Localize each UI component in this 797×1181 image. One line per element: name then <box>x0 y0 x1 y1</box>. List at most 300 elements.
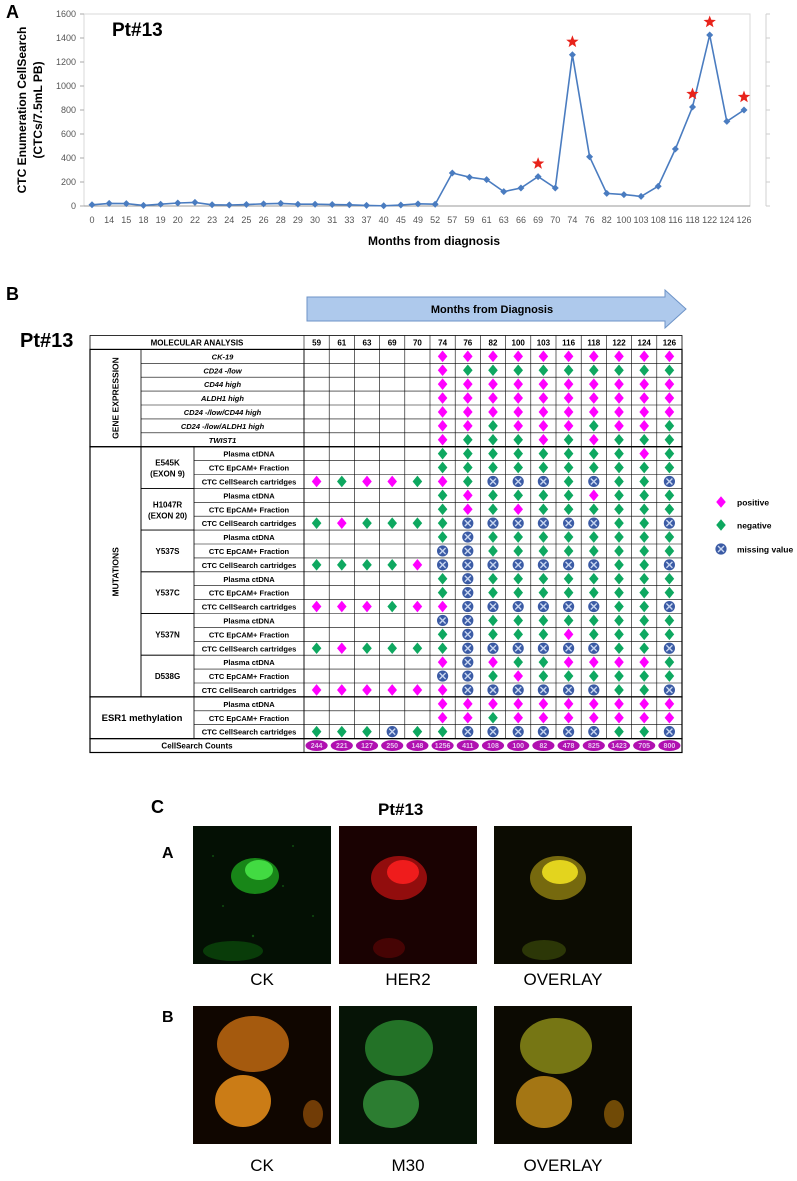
micrograph-her2-red <box>339 826 477 964</box>
positive-marker <box>513 392 523 404</box>
negative-marker <box>639 462 649 474</box>
legend-negative: negative <box>737 520 772 531</box>
negative-marker <box>387 559 397 571</box>
x-tick-label: 40 <box>378 215 389 225</box>
caption-her2: HER2 <box>385 970 431 989</box>
mutation-name: E545K <box>155 458 180 468</box>
count-value: 100 <box>512 743 525 751</box>
positive-marker <box>614 698 624 710</box>
positive-marker <box>589 392 599 404</box>
negative-marker <box>614 601 624 613</box>
count-value: 478 <box>562 743 575 751</box>
negative-marker <box>564 490 574 502</box>
positive-marker <box>438 684 448 696</box>
negative-marker <box>589 531 599 543</box>
negative-marker <box>513 629 523 641</box>
negative-marker <box>639 434 649 446</box>
positive-marker <box>463 698 473 710</box>
header-month: 76 <box>463 338 473 348</box>
positive-marker <box>463 392 473 404</box>
negative-marker <box>463 364 473 376</box>
negative-marker <box>488 434 498 446</box>
positive-marker <box>362 476 372 488</box>
positive-marker <box>564 351 574 363</box>
negative-marker <box>488 629 498 641</box>
row-label: CTC EpCAM+ Fraction <box>208 547 290 556</box>
row-label: CD44 high <box>203 380 242 390</box>
positive-marker <box>513 503 523 515</box>
negative-marker <box>564 670 574 682</box>
mutation-name: Y537S <box>155 546 180 556</box>
negative-marker <box>413 517 423 529</box>
negative-marker <box>665 656 675 668</box>
negative-marker <box>513 434 523 446</box>
positive-marker <box>564 406 574 418</box>
mutation-exon: (EXON 9) <box>150 469 185 479</box>
row-label: CTC CellSearch cartridges <box>201 519 297 529</box>
negative-marker <box>639 684 649 696</box>
x-tick-label: 69 <box>533 215 544 225</box>
micrograph-ck-green <box>193 826 331 964</box>
negative-marker <box>463 476 473 488</box>
positive-marker <box>589 712 599 724</box>
negative-marker <box>312 642 322 654</box>
caption-ck-a: CK <box>250 970 274 989</box>
negative-marker <box>312 517 322 529</box>
negative-marker <box>539 670 549 682</box>
positive-marker <box>589 351 599 363</box>
positive-marker <box>488 656 498 668</box>
positive-marker <box>312 684 322 696</box>
count-value: 221 <box>335 743 348 751</box>
negative-marker <box>438 629 448 641</box>
negative-marker <box>438 462 448 474</box>
negative-marker <box>463 434 473 446</box>
negative-marker <box>614 448 624 460</box>
negative-marker <box>639 490 649 502</box>
negative-marker <box>438 503 448 515</box>
positive-marker <box>589 406 599 418</box>
positive-marker <box>564 712 574 724</box>
micrograph-ck-orange <box>193 1006 331 1144</box>
positive-marker <box>438 351 448 363</box>
x-tick-label: 61 <box>481 215 492 225</box>
positive-marker <box>463 490 473 502</box>
x-tick-label: 26 <box>258 215 269 225</box>
caption-overlay-a: OVERLAY <box>523 970 603 989</box>
positive-marker <box>614 420 624 432</box>
positive-marker <box>438 392 448 404</box>
negative-marker <box>488 462 498 474</box>
negative-marker <box>639 601 649 613</box>
negative-marker <box>539 531 549 543</box>
positive-marker <box>312 601 322 613</box>
positive-marker <box>614 712 624 724</box>
y-tick-label: 1400 <box>55 33 76 43</box>
x-tick-label: 14 <box>104 215 115 225</box>
negative-marker <box>589 587 599 599</box>
negative-marker <box>488 364 498 376</box>
negative-marker <box>716 519 726 531</box>
negative-marker <box>438 517 448 529</box>
negative-marker <box>665 615 675 627</box>
negative-marker <box>665 587 675 599</box>
x-tick-label: 122 <box>702 215 718 225</box>
positive-marker <box>564 420 574 432</box>
positive-marker <box>488 392 498 404</box>
negative-marker <box>312 559 322 571</box>
legend-missing-value: missing value <box>737 544 794 555</box>
panel-a-patient: Pt#13 <box>112 20 163 41</box>
negative-marker <box>513 545 523 557</box>
group-label: ESR1 methylation <box>101 712 183 724</box>
negative-marker <box>539 490 549 502</box>
negative-marker <box>438 587 448 599</box>
x-tick-label: 74 <box>567 215 578 225</box>
negative-marker <box>539 448 549 460</box>
positive-marker <box>639 392 649 404</box>
positive-marker <box>539 378 549 390</box>
positive-marker <box>639 351 649 363</box>
negative-marker <box>539 615 549 627</box>
negative-marker <box>639 726 649 738</box>
negative-marker <box>614 726 624 738</box>
negative-marker <box>539 545 549 557</box>
negative-marker <box>513 656 523 668</box>
positive-marker <box>413 601 423 613</box>
mutation-name: H1047R <box>152 500 183 510</box>
row-label: CTC EpCAM+ Fraction <box>208 588 290 598</box>
negative-marker <box>614 573 624 585</box>
negative-marker <box>513 462 523 474</box>
x-tick-label: 31 <box>327 215 338 225</box>
positive-marker <box>614 406 624 418</box>
x-tick-label: 66 <box>515 215 526 225</box>
x-tick-label: 15 <box>121 215 132 225</box>
row-label: CTC EpCAM+ Fraction <box>208 463 290 473</box>
negative-marker <box>564 476 574 488</box>
positive-marker <box>438 420 448 432</box>
negative-marker <box>614 503 624 515</box>
mutation-name: Y537C <box>155 588 180 598</box>
x-tick-label: 25 <box>241 215 252 225</box>
row-label: CTC EpCAM+ Fraction <box>208 672 290 682</box>
y-tick-label: 0 <box>70 201 76 211</box>
positive-marker <box>665 698 675 710</box>
positive-marker <box>665 378 675 390</box>
negative-marker <box>614 364 624 376</box>
row-label: CTC CellSearch cartridges <box>201 602 297 612</box>
x-tick-label: 59 <box>464 215 475 225</box>
negative-marker <box>539 364 549 376</box>
row-label: CD24 -/low/ALDH1 high <box>180 421 265 431</box>
positive-marker <box>463 378 473 390</box>
row-label: Plasma ctDNA <box>223 616 275 626</box>
row-label: Plasma ctDNA <box>223 699 275 709</box>
positive-marker <box>539 392 549 404</box>
negative-marker <box>589 364 599 376</box>
header-month: 74 <box>438 338 448 348</box>
y-axis-label-line2: (CTCs/7.5mL PB) <box>31 61 45 159</box>
negative-marker <box>564 587 574 599</box>
negative-marker <box>614 629 624 641</box>
x-axis-label: Months from diagnosis <box>368 234 500 248</box>
negative-marker <box>564 573 574 585</box>
negative-marker <box>639 587 649 599</box>
x-tick-label: 63 <box>498 215 509 225</box>
y-tick-label: 400 <box>60 153 76 163</box>
positive-marker <box>337 642 347 654</box>
row-label: CTC CellSearch cartridges <box>201 644 297 654</box>
negative-marker <box>665 364 675 376</box>
header-month: 103 <box>536 338 551 348</box>
positive-marker <box>639 448 649 460</box>
header-month: 124 <box>637 338 651 348</box>
negative-marker <box>564 462 574 474</box>
negative-marker <box>614 559 624 571</box>
negative-marker <box>614 531 624 543</box>
negative-marker <box>614 670 624 682</box>
positive-marker <box>539 434 549 446</box>
row-a-letter: A <box>162 845 174 862</box>
x-tick-label: 70 <box>550 215 561 225</box>
negative-marker <box>589 670 599 682</box>
legend-positive: positive <box>737 497 770 508</box>
positive-marker <box>387 476 397 488</box>
negative-marker <box>438 490 448 502</box>
row-label: CK-19 <box>211 352 234 362</box>
positive-marker <box>589 490 599 502</box>
positive-marker <box>589 378 599 390</box>
micrograph-overlay-orange-green <box>494 1006 632 1144</box>
positive-marker <box>665 712 675 724</box>
row-label: Plasma ctDNA <box>223 533 275 543</box>
negative-marker <box>362 726 372 738</box>
mutation-exon: (EXON 20) <box>147 511 188 521</box>
negative-marker <box>539 462 549 474</box>
negative-marker <box>639 503 649 515</box>
positive-marker <box>488 406 498 418</box>
positive-marker <box>564 629 574 641</box>
count-value: 108 <box>487 743 499 751</box>
positive-marker <box>564 656 574 668</box>
header-month: 63 <box>362 338 372 348</box>
y-tick-label: 800 <box>60 105 76 115</box>
negative-marker <box>564 545 574 557</box>
count-value: 148 <box>411 743 424 751</box>
negative-marker <box>614 517 624 529</box>
panel-a-letter: A <box>6 2 19 22</box>
negative-marker <box>614 476 624 488</box>
caption-ck-b: CK <box>250 1156 274 1175</box>
positive-marker <box>463 420 473 432</box>
caption-m30: M30 <box>391 1156 425 1175</box>
x-tick-label: 82 <box>601 215 612 225</box>
negative-marker <box>639 559 649 571</box>
negative-marker <box>513 490 523 502</box>
negative-marker <box>589 420 599 432</box>
positive-marker <box>513 698 523 710</box>
negative-marker <box>539 587 549 599</box>
negative-marker <box>513 615 523 627</box>
x-tick-label: 22 <box>189 215 200 225</box>
negative-marker <box>387 601 397 613</box>
positive-marker <box>312 476 322 488</box>
y-tick-label: 1000 <box>55 81 76 91</box>
negative-marker <box>564 615 574 627</box>
negative-marker <box>513 364 523 376</box>
negative-marker <box>488 490 498 502</box>
count-value: 1423 <box>611 743 627 751</box>
negative-marker <box>614 490 624 502</box>
panel-b-patient: Pt#13 <box>20 330 74 352</box>
panel-c-patient: Pt#13 <box>378 800 424 819</box>
negative-marker <box>639 517 649 529</box>
x-tick-label: 103 <box>633 215 649 225</box>
negative-marker <box>614 684 624 696</box>
positive-marker <box>438 476 448 488</box>
negative-marker <box>488 531 498 543</box>
negative-marker <box>589 448 599 460</box>
header-month: 126 <box>662 338 677 348</box>
x-tick-label: 76 <box>584 215 595 225</box>
positive-marker <box>438 712 448 724</box>
x-tick-label: 23 <box>207 215 218 225</box>
positive-marker <box>488 351 498 363</box>
header-month: 59 <box>312 338 322 348</box>
count-value: 705 <box>638 743 651 751</box>
header-month: 69 <box>387 338 397 348</box>
x-tick-label: 52 <box>430 215 441 225</box>
count-value: 244 <box>310 743 323 751</box>
x-tick-label: 20 <box>172 215 183 225</box>
positive-marker <box>337 684 347 696</box>
negative-marker <box>614 462 624 474</box>
x-tick-label: 29 <box>292 215 303 225</box>
negative-marker <box>665 503 675 515</box>
positive-marker <box>438 364 448 376</box>
negative-marker <box>564 434 574 446</box>
positive-marker <box>438 656 448 668</box>
negative-marker <box>665 448 675 460</box>
positive-marker <box>513 670 523 682</box>
negative-marker <box>614 615 624 627</box>
x-tick-label: 126 <box>736 215 752 225</box>
positive-marker <box>589 698 599 710</box>
positive-marker <box>639 698 649 710</box>
positive-marker <box>539 712 549 724</box>
positive-marker <box>564 392 574 404</box>
counts-label: CellSearch Counts <box>161 741 233 751</box>
positive-marker <box>413 684 423 696</box>
positive-marker <box>362 684 372 696</box>
negative-marker <box>665 629 675 641</box>
row-label: CD24 -/low/CD44 high <box>183 408 262 417</box>
row-label: CTC CellSearch cartridges <box>201 560 297 570</box>
positive-marker <box>639 406 649 418</box>
mutation-name: Y537N <box>155 630 180 640</box>
negative-marker <box>488 712 498 724</box>
header-month: 116 <box>562 338 576 348</box>
negative-marker <box>665 573 675 585</box>
negative-marker <box>564 448 574 460</box>
count-value: 411 <box>462 743 474 751</box>
x-tick-label: 19 <box>155 215 166 225</box>
positive-marker <box>665 406 675 418</box>
negative-marker <box>337 476 347 488</box>
negative-marker <box>488 615 498 627</box>
positive-marker <box>463 503 473 515</box>
negative-marker <box>488 448 498 460</box>
negative-marker <box>539 503 549 515</box>
positive-marker <box>438 434 448 446</box>
row-label: Plasma ctDNA <box>223 491 275 501</box>
negative-marker <box>589 503 599 515</box>
x-tick-label: 18 <box>138 215 149 225</box>
count-value: 82 <box>539 743 548 751</box>
positive-marker <box>438 406 448 418</box>
positive-marker <box>614 378 624 390</box>
row-b-letter: B <box>162 1009 174 1026</box>
positive-marker <box>337 601 347 613</box>
micrograph-m30-green <box>339 1006 477 1144</box>
caption-overlay-b: OVERLAY <box>523 1156 603 1175</box>
group-label: MUTATIONS <box>110 547 121 597</box>
negative-marker <box>539 573 549 585</box>
header-month: 118 <box>587 338 601 348</box>
positive-marker <box>639 420 649 432</box>
count-value: 250 <box>386 743 399 751</box>
negative-marker <box>438 573 448 585</box>
row-label: CTC EpCAM+ Fraction <box>208 713 290 723</box>
negative-marker <box>639 545 649 557</box>
negative-marker <box>413 726 423 738</box>
negative-marker <box>614 545 624 557</box>
positive-marker <box>539 698 549 710</box>
mutation-name: D538G <box>154 672 181 682</box>
row-label: CTC EpCAM+ Fraction <box>208 505 290 515</box>
y-axis-label-line1: CTC Enumeration CellSearch <box>15 26 29 194</box>
negative-marker <box>665 545 675 557</box>
negative-marker <box>665 490 675 502</box>
negative-marker <box>312 726 322 738</box>
positive-marker <box>387 684 397 696</box>
negative-marker <box>665 670 675 682</box>
x-tick-label: 124 <box>719 215 735 225</box>
positive-marker <box>513 351 523 363</box>
positive-marker <box>665 351 675 363</box>
x-tick-label: 100 <box>616 215 632 225</box>
negative-marker <box>488 420 498 432</box>
x-tick-label: 57 <box>447 215 458 225</box>
positive-marker <box>337 517 347 529</box>
positive-marker <box>639 656 649 668</box>
negative-marker <box>539 656 549 668</box>
negative-marker <box>564 531 574 543</box>
negative-marker <box>589 629 599 641</box>
negative-marker <box>639 573 649 585</box>
x-tick-label: 0 <box>89 215 95 225</box>
x-tick-label: 24 <box>224 215 235 225</box>
positive-marker <box>589 656 599 668</box>
mutation-subgroup-box <box>141 488 194 530</box>
positive-marker <box>513 420 523 432</box>
negative-marker <box>539 629 549 641</box>
count-value: 800 <box>663 743 676 751</box>
negative-marker <box>589 573 599 585</box>
header-month: 82 <box>488 338 498 348</box>
x-tick-label: 30 <box>310 215 321 225</box>
